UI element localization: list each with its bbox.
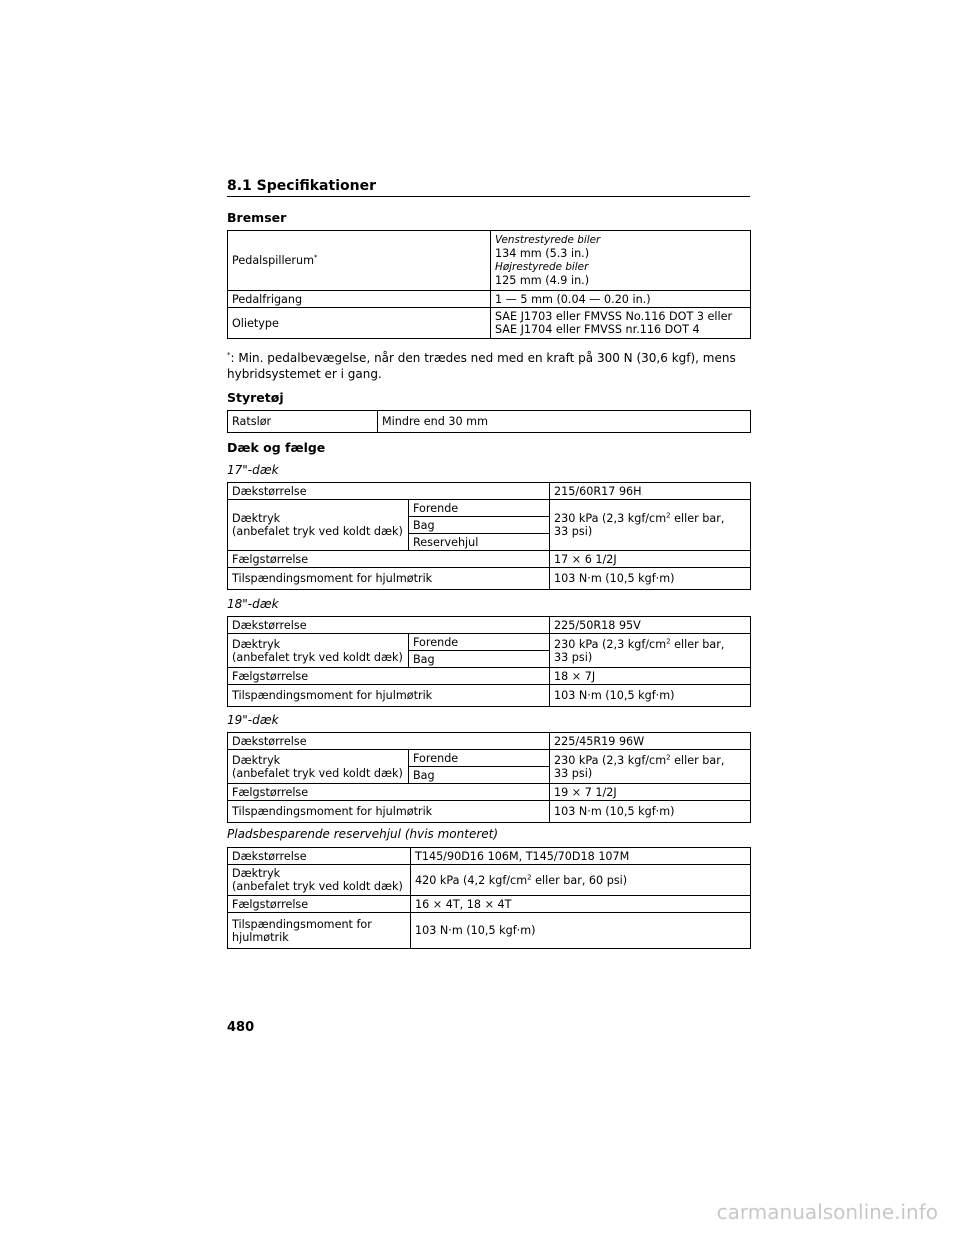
lhd-value: 134 mm (5.3 in.) <box>495 247 590 260</box>
table-row: Fælgstørrelse 18 × 7J <box>228 668 751 685</box>
fluid-label: Olietype <box>228 308 491 339</box>
steering-heading: Styretøj <box>227 390 284 405</box>
pressure-value: 230 kPa (2,3 kgf/$cm^2$ eller bar, 33 psi) <box>550 634 751 668</box>
table-row: Dækstørrelse 225/45R19 96W <box>228 733 751 750</box>
pedal-clearance-value <box>491 231 751 291</box>
table-row: Tilspændingsmoment for hjulmøtrik 103 N·m (10,5 kgf·m) <box>228 913 751 949</box>
section-title: 8.1 Specifikationer <box>227 178 750 197</box>
table-row: Reservehjul <box>228 534 751 551</box>
steering-label: Ratslør <box>228 411 378 433</box>
table-row: Tilspændingsmoment for hjulmøtrik 103 N·m (10,5 kgf·m) <box>228 801 751 823</box>
table-row: Dæktryk (anbefalet tryk ved koldt dæk) Forende 230 kPa (2,3 kgf/$cm^2$ eller bar, 33 psi) <box>228 500 751 517</box>
tires-18-table <box>227 616 751 707</box>
lhd-label: Venstrestyrede biler <box>495 233 601 246</box>
tires-19-title: 19"-dæk <box>227 713 279 727</box>
table-row: Tilspændingsmoment for hjulmøtrik 103 N·m (10,5 kgf·m) <box>228 568 751 590</box>
pressure-value: 230 kPa (2,3 kgf/$cm^2$ eller bar, 33 psi) <box>550 750 751 784</box>
steering-table <box>227 410 751 433</box>
tires-19-table <box>227 732 751 823</box>
free-play-label: Pedalfrigang <box>228 291 491 308</box>
table-row: Dækstørrelse 215/60R17 96H <box>228 483 751 500</box>
tires-heading: Dæk og fælge <box>227 440 326 455</box>
table-row: Fælgstørrelse 19 × 7 1/2J <box>228 784 751 801</box>
table-row: Bag <box>228 651 751 668</box>
brakes-table <box>227 230 751 339</box>
brakes-heading: Bremser <box>227 210 287 225</box>
spare-title: Pladsbesparende reservehjul (hvis monteret) <box>227 827 499 841</box>
pressure-label: Dæktryk (anbefalet tryk ved koldt dæk) <box>228 500 409 551</box>
table-row <box>228 231 751 291</box>
table-row <box>228 865 751 896</box>
table-row: Bag <box>228 767 751 784</box>
watermark: carmanualsonline.info <box>716 1200 938 1224</box>
pedal-clearance-label: Pedalspillerum* <box>228 231 491 291</box>
table-row: Fælgstørrelse 17 × 6 1/2J <box>228 551 751 568</box>
tires-17-table <box>227 482 751 590</box>
free-play-value: 1 — 5 mm (0.04 — 0.20 in.) <box>491 291 751 308</box>
table-row <box>228 291 751 308</box>
steering-value: Mindre end 30 mm <box>378 411 751 433</box>
table-row: Dækstørrelse T145/90D16 106M, T145/70D18 107M <box>228 848 751 865</box>
rhd-label: Højrestyrede biler <box>495 260 589 273</box>
page-number: 480 <box>227 1020 255 1035</box>
pressure-label: Dæktryk (anbefalet tryk ved koldt dæk) <box>228 865 411 896</box>
table-row <box>228 411 751 433</box>
tires-17-title: 17"-dæk <box>227 463 279 477</box>
table-row: Tilspændingsmoment for hjulmøtrik 103 N·m (10,5 kgf·m) <box>228 685 751 707</box>
table-row <box>228 308 751 339</box>
footnote: *: Min. pedalbevægelse, når den trædes ned med en kraft på 300 N (30,6 kgf), mens hybridsystemet er i gang. <box>227 351 736 381</box>
table-row: Fælgstørrelse 16 × 4T, 18 × 4T <box>228 896 751 913</box>
table-row: Dæktryk (anbefalet tryk ved koldt dæk) Forende 230 kPa (2,3 kgf/$cm^2$ eller bar, 33 psi) <box>228 634 751 651</box>
rhd-value: 125 mm (4.9 in.) <box>495 274 590 287</box>
table-row: Dæktryk (anbefalet tryk ved koldt dæk) Forende 230 kPa (2,3 kgf/$cm^2$ eller bar, 33 psi) <box>228 750 751 767</box>
table-row: Dækstørrelse 225/50R18 95V <box>228 617 751 634</box>
pressure-value: 420 kPa (4,2 kgf/$cm^2$ eller bar, 60 psi) <box>411 865 751 896</box>
pressure-label: Dæktryk (anbefalet tryk ved koldt dæk) <box>228 750 409 784</box>
pressure-value: 230 kPa (2,3 kgf/$cm^2$ eller bar, 33 psi) <box>550 500 751 551</box>
torque-label: Tilspændingsmoment for hjulmøtrik <box>228 913 411 949</box>
spare-table <box>227 847 751 949</box>
fluid-value: SAE J1703 eller FMVSS No.116 DOT 3 eller SAE J1704 eller FMVSS nr.116 DOT 4 <box>491 308 751 339</box>
pressure-label: Dæktryk (anbefalet tryk ved koldt dæk) <box>228 634 409 668</box>
tires-18-title: 18"-dæk <box>227 597 279 611</box>
table-row: Bag <box>228 517 751 534</box>
